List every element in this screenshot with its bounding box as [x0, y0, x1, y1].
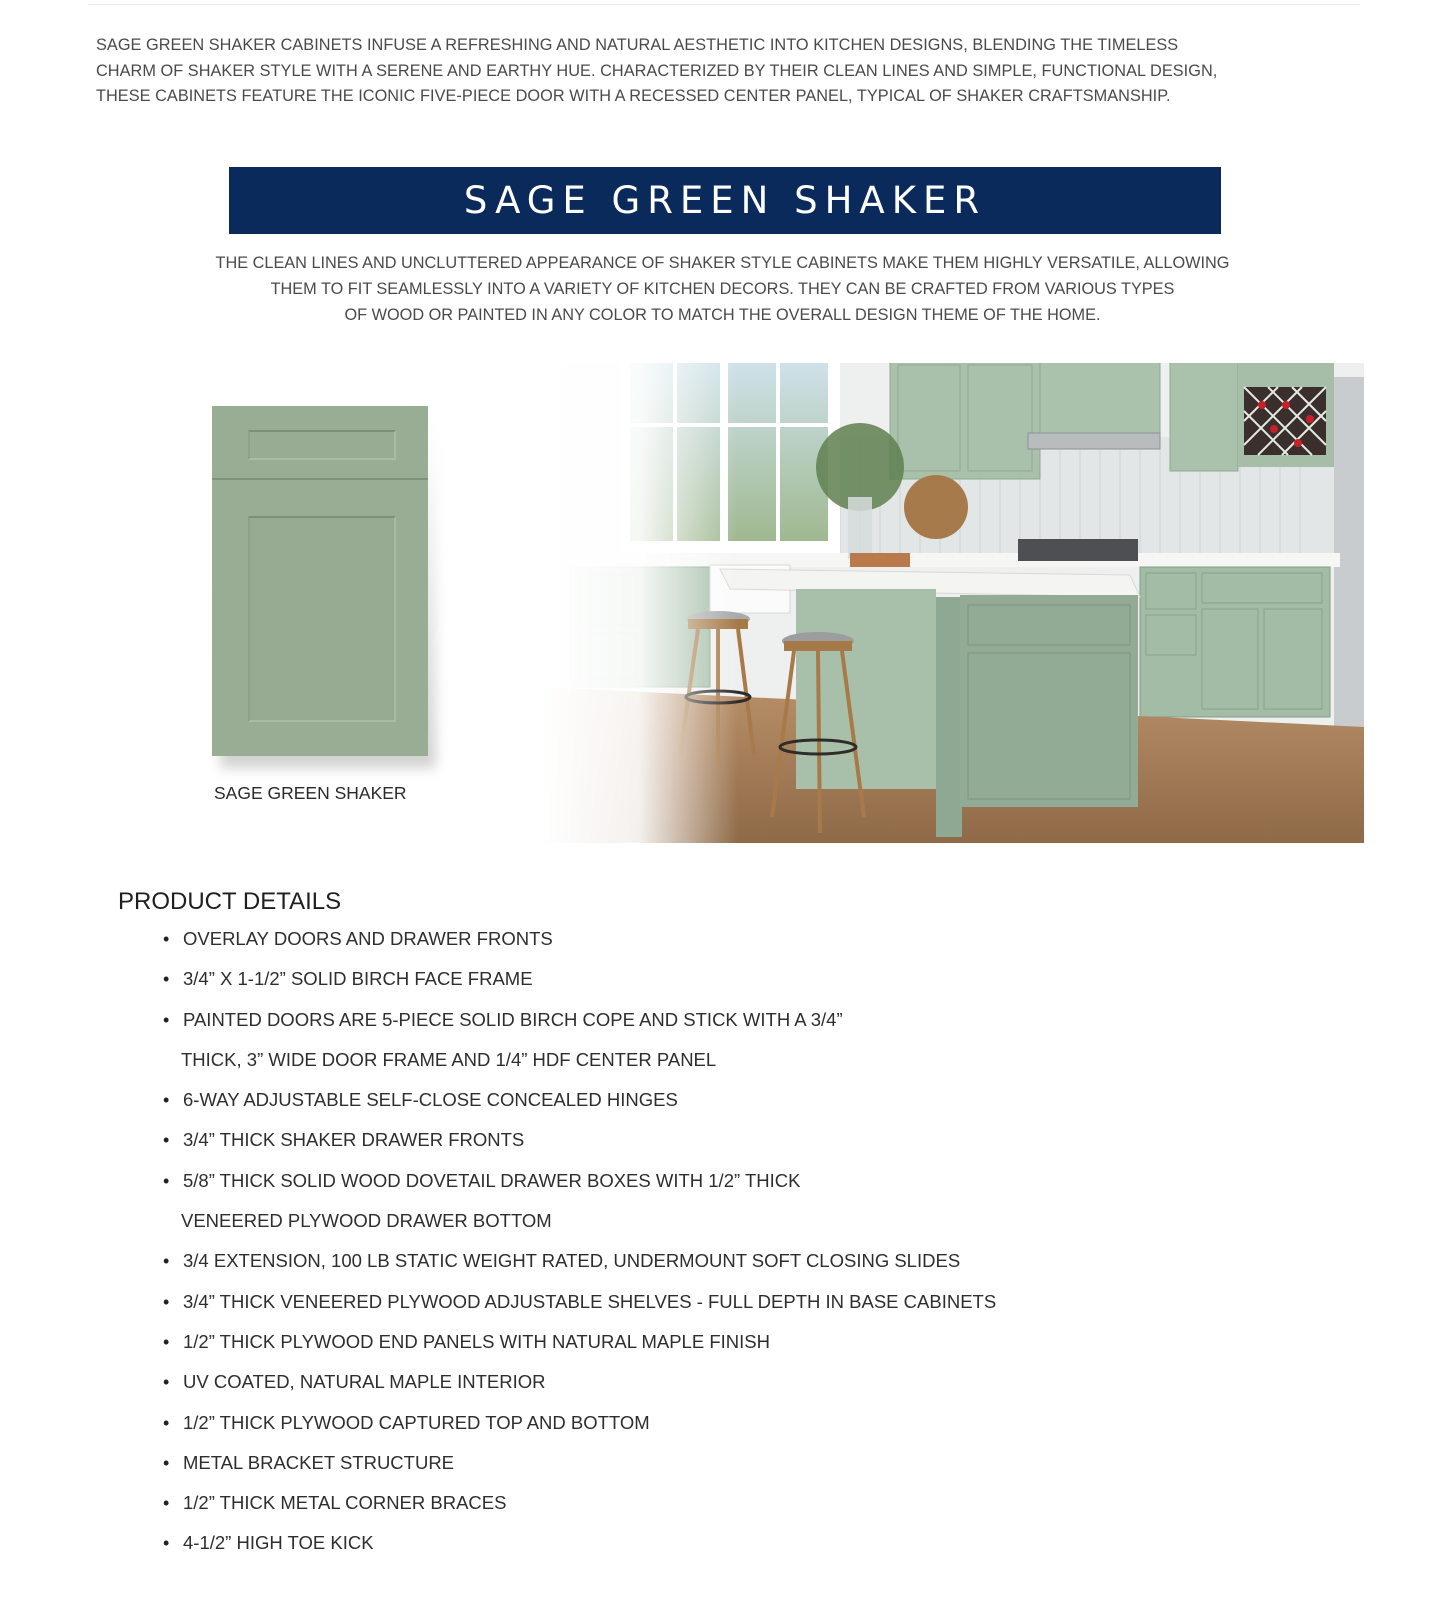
detail-item: • METAL BRACKET STRUCTURE: [163, 1451, 996, 1491]
detail-item: • 1/2” THICK METAL CORNER BRACES: [163, 1491, 996, 1531]
detail-item: • UV COATED, NATURAL MAPLE INTERIOR: [163, 1370, 996, 1410]
title-banner: [229, 167, 1221, 234]
shaker-door: [212, 406, 428, 756]
detail-item: • 1/2” THICK PLYWOOD CAPTURED TOP AND BOTTOM: [163, 1411, 996, 1451]
banner-title: SAGE GREEN SHAKER: [463, 179, 987, 222]
detail-item: • 1/2” THICK PLYWOOD END PANELS WITH NATURAL MAPLE FINISH: [163, 1330, 996, 1370]
product-details-list: [163, 927, 996, 1572]
detail-item-continuation: THICK, 3” WIDE DOOR FRAME AND 1/4” HDF CENTER PANEL: [181, 1048, 717, 1070]
top-divider: [88, 0, 1360, 5]
kitchen-photo: [540, 357, 1364, 843]
detail-item: • 3/4 EXTENSION, 100 LB STATIC WEIGHT RATED, UNDERMOUNT SOFT CLOSING SLIDES: [163, 1249, 996, 1289]
subtitle-line: THEM TO FIT SEAMLESSLY INTO A VARIETY OF KITCHEN DECORS. THEY CAN BE CRAFTED FROM VARIOUS TYPES: [270, 280, 1175, 298]
product-details-heading: PRODUCT DETAILS: [118, 888, 342, 915]
detail-item: • 3/4” THICK SHAKER DRAWER FRONTS: [163, 1128, 996, 1168]
intro-line: SAGE GREEN SHAKER CABINETS INFUSE A REFRESHING AND NATURAL AESTHETIC INTO KITCHEN DESIGNS, BLENDING THE TIMELESS: [96, 36, 1179, 54]
subtitle-line: THE CLEAN LINES AND UNCLUTTERED APPEARANCE OF SHAKER STYLE CABINETS MAKE THEM HIGHLY VERSATILE, ALLOWING: [215, 254, 1230, 272]
door-center-panel: [248, 516, 396, 722]
door-sample-image: [212, 406, 428, 756]
door-sample-caption: SAGE GREEN SHAKER: [214, 783, 407, 803]
detail-item: • 6-WAY ADJUSTABLE SELF-CLOSE CONCEALED HINGES: [163, 1088, 996, 1128]
intro-paragraph: [96, 33, 1376, 110]
detail-item: • 4-1/2” HIGH TOE KICK: [163, 1531, 996, 1571]
detail-item: • 3/4” THICK VENEERED PLYWOOD ADJUSTABLE SHELVES - FULL DEPTH IN BASE CABINETS: [163, 1290, 996, 1330]
drawer-panel: [248, 430, 396, 460]
detail-item: • OVERLAY DOORS AND DRAWER FRONTS: [163, 927, 996, 967]
detail-item: • 5/8” THICK SOLID WOOD DOVETAIL DRAWER BOXES WITH 1/2” THICK: [163, 1169, 996, 1209]
subtitle-line: OF WOOD OR PAINTED IN ANY COLOR TO MATCH THE OVERALL DESIGN THEME OF THE HOME.: [344, 306, 1101, 324]
intro-line: CHARM OF SHAKER STYLE WITH A SERENE AND EARTHY HUE. CHARACTERIZED BY THEIR CLEAN LINES AND SIMPLE, FUNCTIONAL DESIGN,: [96, 61, 1218, 80]
detail-item: • PAINTED DOORS ARE 5-PIECE SOLID BIRCH COPE AND STICK WITH A 3/4”: [163, 1008, 996, 1048]
drawer-seam: [212, 478, 428, 480]
subtitle-paragraph: [0, 250, 1445, 328]
detail-item: • 3/4” X 1-1/2” SOLID BIRCH FACE FRAME: [163, 967, 996, 1007]
detail-item-continuation: VENEERED PLYWOOD DRAWER BOTTOM: [181, 1210, 552, 1232]
intro-line: THESE CABINETS FEATURE THE ICONIC FIVE-PIECE DOOR WITH A RECESSED CENTER PANEL, TYPICAL OF SHAKER CRAFTSMANSHIP.: [96, 87, 1171, 106]
